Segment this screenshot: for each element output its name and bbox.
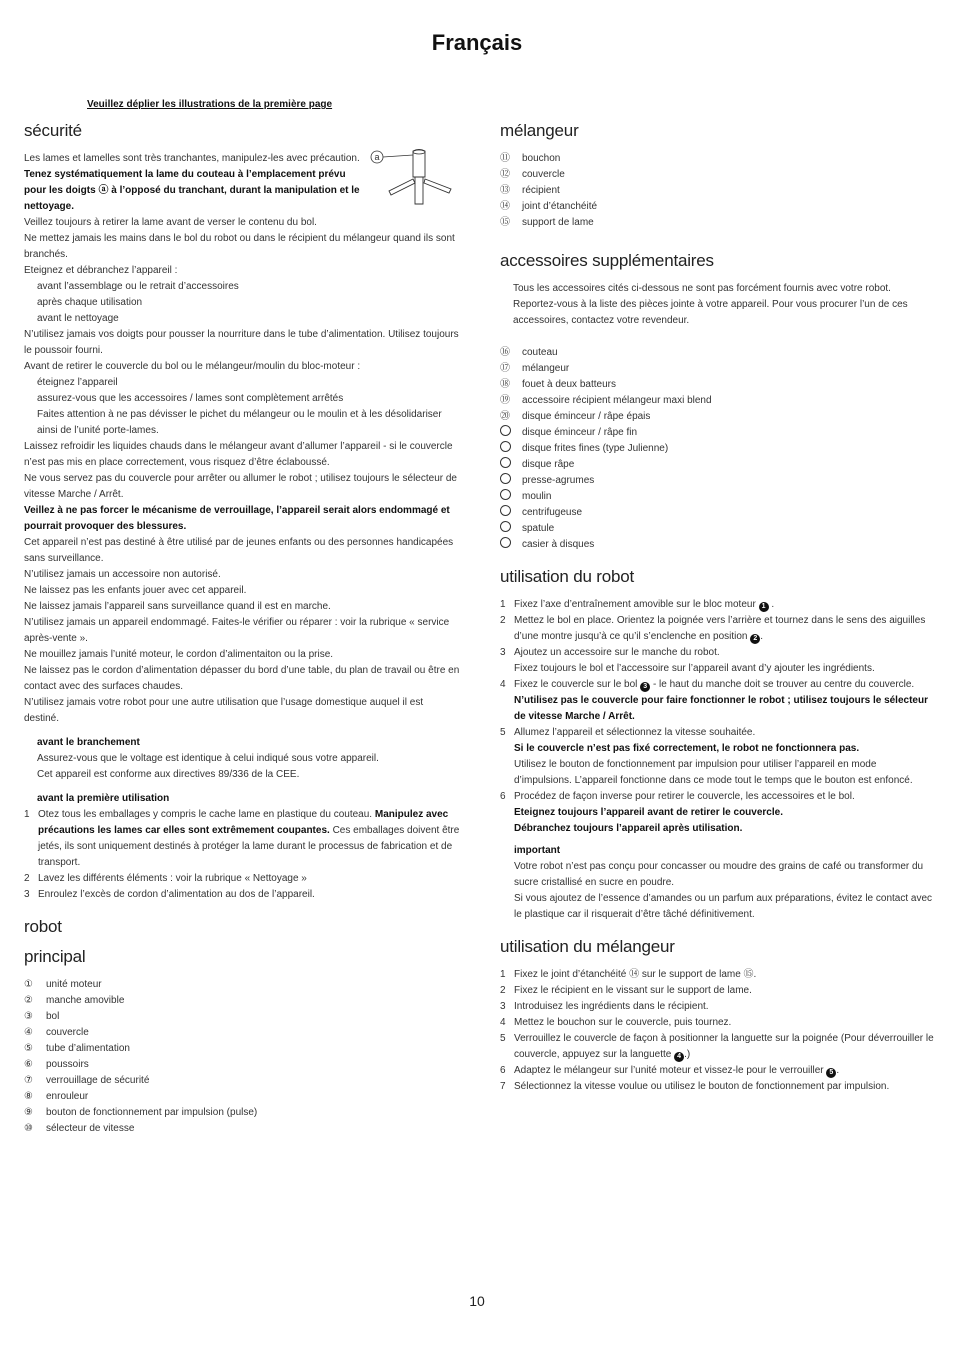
item-number: ⑲: [500, 395, 510, 406]
item-number: ②: [24, 995, 33, 1006]
step-marker: 2: [750, 634, 760, 644]
item-label: casier à disques: [522, 539, 595, 550]
securite-text: Ne mettez jamais les mains dans le bol du robot ou dans le récipient du mélangeur quand ils sont branchés.: [24, 233, 455, 260]
list-item: 3 Ajoutez un accessoire sur le manche du robot. Fixez toujours le bol et l’accessoire sur l’appareil avant d’y ajouter les ingrédients.: [500, 647, 875, 674]
item-number: ⑯: [500, 347, 510, 358]
list-item: [500, 199, 936, 215]
item-number: ⑳: [500, 411, 510, 422]
item-label: verrouillage de sécurité: [46, 1075, 150, 1086]
securite-text: Ne laissez pas le cordon d’alimentation dépasser du bord d’une table, du plan de travail ou être en contact avec des surfaces chaudes.: [24, 665, 460, 692]
right-column: [500, 121, 936, 1095]
page-title: Français: [431, 30, 523, 55]
list-item: 2 Lavez les différents éléments : voir la rubrique « Nettoyage »: [24, 873, 307, 884]
item-label: spatule: [522, 523, 555, 534]
list-item: [500, 409, 936, 425]
item-label: bol: [46, 1011, 60, 1022]
list-item: [500, 505, 936, 521]
securite-text: Laissez refroidir les liquides chauds dans le mélangeur avant d’allumer l’appareil - si le couvercle n’est pas mis en place correctement, vous risquez d’être éclaboussé.: [24, 441, 453, 468]
branchement-text: Assurez-vous que le voltage est identique à celui indiqué sous votre appareil.: [37, 753, 379, 764]
item-label: unité moteur: [46, 979, 102, 990]
accessoires-list: [500, 345, 936, 425]
item-label: disque éminceur / râpe fin: [522, 427, 638, 438]
list-item: [500, 489, 936, 505]
finger-label: ⓐ: [98, 185, 109, 196]
list-item: [500, 393, 936, 409]
empty-circle-icon: [500, 425, 511, 436]
securite-text: avant le nettoyage: [37, 313, 119, 324]
list-item: 4 Fixez le couvercle sur le bol 3 - le haut du manche doit se trouver au centre du couvercle. N’utilisez pas le couvercle pour faire fonctionner le robot ; utilisez toujours le sélecteur de vitesse Marche / Arrêt.: [500, 679, 928, 722]
securite-text: N’utilisez jamais un accessoire non autorisé.: [24, 569, 221, 580]
item-label: poussoirs: [46, 1059, 89, 1070]
empty-circle-icon: [500, 521, 511, 532]
item-label: couvercle: [46, 1027, 89, 1038]
item-label: enrouleur: [46, 1091, 89, 1102]
securite-text: Eteignez et débranchez l’appareil :: [24, 265, 178, 276]
step-marker: 3: [640, 682, 650, 692]
list-item: 1 Fixez le joint d’étanchéité ⑭ sur le support de lame ⑮.: [500, 969, 757, 980]
securite-text: Ne mouillez jamais l’unité moteur, le cordon d’alimentaiton ou la prise.: [24, 649, 334, 660]
robot-parts-list: [24, 977, 460, 1137]
left-column: [24, 121, 460, 1137]
list-item: 5 Allumez l’appareil et sélectionnez la vitesse souhaitée. Si le couvercle n’est pas fixé correctement, le robot ne fonctionnera pas. Utilisez le bouton de fonctionnement par impulsion pour utiliser l’appareil en mode d’impulsions. L’appareil fonctionne dans ce mode tout le temps que le bouton est enfoncé.: [500, 727, 913, 786]
list-item: [500, 441, 936, 457]
empty-circle-icon: [500, 457, 511, 468]
utilisation-melangeur-steps: [500, 967, 936, 1095]
list-item: 2 Fixez le récipient en le vissant sur le support de lame.: [500, 985, 752, 996]
accessoires-heading: accessoires supplémentaires: [500, 251, 714, 270]
securite-text: N’utilisez jamais vos doigts pour pousser la nourriture dans le tube d’alimentation. Utilisez toujours le poussoir fourni.: [24, 329, 459, 356]
list-item: 4 Mettez le bouchon sur le couvercle, puis tournez.: [500, 1017, 732, 1028]
item-label: bouton de fonctionnement par impulsion (pulse): [46, 1107, 258, 1118]
item-number: ⑦: [24, 1075, 33, 1086]
step-marker: 4: [674, 1052, 684, 1062]
utilisation-melangeur-heading: utilisation du mélangeur: [500, 937, 675, 956]
item-label: presse-agrumes: [522, 475, 595, 486]
item-label: manche amovible: [46, 995, 125, 1006]
securite-text: Cet appareil n’est pas destiné à être utilisé par de jeunes enfants ou des personnes handicapées sans surveillance.: [24, 537, 454, 564]
melangeur-heading: mélangeur: [500, 121, 579, 140]
item-label: fouet à deux batteurs: [522, 379, 616, 390]
item-label: sélecteur de vitesse: [46, 1123, 135, 1134]
item-label: bouchon: [522, 153, 561, 164]
empty-circle-icon: [500, 537, 511, 548]
branchement-heading: avant le branchement: [37, 737, 140, 748]
list-item: 5 Verrouillez le couvercle de façon à positionner la languette sur la poignée (Pour déverrouiller le couvercle, appuyez sur la languette 4 .): [500, 1033, 934, 1060]
list-item: [500, 361, 936, 377]
securite-heading: sécurité: [24, 121, 82, 140]
list-item: [500, 151, 936, 167]
item-number: ⑭: [500, 201, 510, 212]
item-label: couvercle: [522, 169, 565, 180]
utilisation-robot-heading: utilisation du robot: [500, 567, 634, 586]
list-item: [500, 473, 936, 489]
item-number: ⑱: [500, 379, 510, 390]
empty-circle-icon: [500, 489, 511, 500]
securite-text: N’utilisez jamais votre robot pour une autre utilisation que l’usage domestique auquel il est destiné.: [24, 697, 424, 724]
list-item: [24, 993, 460, 1009]
list-item: [500, 521, 936, 537]
branchement-text: Cet appareil est conforme aux directives 89/336 de la CEE.: [37, 769, 300, 780]
list-item: [500, 215, 936, 231]
securite-bold: Veillez à ne pas forcer le mécanisme de verrouillage, l’appareil serait alors endommagé et pourrait provoquer des blessures.: [24, 505, 450, 532]
list-item: [24, 1057, 460, 1073]
list-item: [24, 1073, 460, 1089]
list-item: [500, 457, 936, 473]
item-number: ⑬: [500, 185, 510, 196]
securite-section: [24, 121, 460, 727]
securite-text: Avant de retirer le couvercle du bol ou le mélangeur/moulin du bloc-moteur :: [24, 361, 361, 372]
securite-text: Ne laissez pas les enfants jouer avec cet appareil.: [24, 585, 247, 596]
securite-text: N’utilisez jamais un appareil endommagé. Faites-le vérifier ou réparer : voir la rubrique « service après-vente ».: [24, 617, 450, 644]
securite-text: Veillez toujours à retirer la lame avant de verser le contenu du bol.: [24, 217, 317, 228]
list-item: 1 Fixez l’axe d’entraînement amovible sur le bloc moteur 1 .: [500, 599, 775, 610]
step-marker: 5: [826, 1068, 836, 1078]
blade-illustration: [369, 149, 459, 219]
list-item: 2 Mettez le bol en place. Orientez la poignée vers l’arrière et tournez dans le sens des aiguilles d’une montre jusqu’à ce qu’il s’enclenche en position 2 .: [500, 615, 926, 642]
item-label: mélangeur: [522, 363, 570, 374]
item-label: accessoire récipient mélangeur maxi blend: [522, 395, 712, 406]
item-label: joint d’étanchéité: [522, 201, 598, 212]
item-label: moulin: [522, 491, 552, 502]
list-item: [500, 167, 936, 183]
list-item: [24, 1025, 460, 1041]
list-item: [24, 1009, 460, 1025]
list-item: 7 Sélectionnez la vitesse voulue ou utilisez le bouton de fonctionnement par impulsion.: [500, 1081, 890, 1092]
empty-circle-icon: [500, 441, 511, 452]
securite-bold: Tenez systématiquement la lame du couteau à l’emplacement prévu pour les doigts: [24, 169, 346, 196]
securite-text: après chaque utilisation: [37, 297, 143, 308]
item-label: récipient: [522, 185, 560, 196]
item-number: ③: [24, 1011, 33, 1022]
item-number: ⑰: [500, 363, 510, 374]
step-marker: 1: [759, 602, 769, 612]
important-heading: important: [514, 845, 561, 856]
item-label: couteau: [522, 347, 558, 358]
robot-heading: robot: [24, 917, 62, 936]
page-number: 10: [469, 1293, 485, 1309]
empty-circle-icon: [500, 473, 511, 484]
securite-text: Faites attention à ne pas dévisser le pichet du mélangeur ou le moulin et à les désolidariser ainsi de l’unité porte-lames.: [37, 409, 442, 436]
list-item: 6 Adaptez le mélangeur sur l’unité moteur et vissez-le pour le verrouiller 5 .: [500, 1065, 840, 1076]
list-item: 1 Otez tous les emballages y compris le cache lame en plastique du couteau. Manipulez avec précautions les lames car elles sont extrêmement coupantes. Ces emballages doivent être jetés, ils sont uniquement destinés à protéger la lame durant le processus de fabrication et de transport.: [24, 809, 460, 868]
item-number: ⑩: [24, 1123, 33, 1134]
item-label: disque frites fines (type Julienne): [522, 443, 669, 454]
securite-text: assurez-vous que les accessoires / lames sont complètement arrêtés: [37, 393, 344, 404]
securite-text: avant l’assemblage ou le retrait d’accessoires: [37, 281, 239, 292]
premiere-heading: avant la première utilisation: [37, 793, 170, 804]
list-item: [500, 425, 936, 441]
list-item: [500, 377, 936, 393]
securite-text: Ne vous servez pas du couvercle pour arrêter ou allumer le robot ; utilisez toujours le sélecteur de vitesse Marche / Arrêt.: [24, 473, 457, 500]
list-item: 6 Procédez de façon inverse pour retirer le couvercle, les accessoires et le bol. Eteignez toujours l’appareil avant de retirer le couvercle. Débranchez toujours l’appareil après utilisation. important Votre robot n’est pas conçu pour concasser ou moudre des grains de café ou transformer du sucre cristallisé en sucre en poudre. Si vous ajoutez de l’essence d’amandes ou un parfum aux préparations, évitez le contact avec le plastique car il risquerait d’être tâché définitivement.: [500, 791, 933, 920]
accessoires-extra-list: [500, 425, 936, 553]
svg-text:a: a: [374, 152, 380, 162]
item-number: ⑥: [24, 1059, 33, 1070]
item-number: ⑪: [500, 153, 510, 164]
subtitle: Veuillez déplier les illustrations de la première page: [87, 99, 333, 110]
list-item: 3 Enroulez l’excès de cordon d’alimentation au dos de l’appareil.: [24, 889, 315, 900]
item-label: centrifugeuse: [522, 507, 583, 518]
list-item: 3 Introduisez les ingrédients dans le récipient.: [500, 1001, 709, 1012]
item-number: ⑤: [24, 1043, 33, 1054]
premiere-section: [24, 791, 460, 903]
list-item: [24, 1089, 460, 1105]
list-item: [500, 345, 936, 361]
melangeur-parts-list: [500, 151, 936, 231]
item-number: ④: [24, 1027, 33, 1038]
securite-text: Ne laissez jamais l’appareil sans surveillance quand il est en marche.: [24, 601, 331, 612]
securite-text: Les lames et lamelles sont très tranchantes, manipulez-les avec précaution.: [24, 153, 360, 164]
item-number: ⑧: [24, 1091, 33, 1102]
item-number: ⑮: [500, 217, 510, 228]
securite-text: éteignez l’appareil: [37, 377, 118, 388]
branchement-section: [24, 735, 460, 783]
empty-circle-icon: [500, 505, 511, 516]
list-item: [500, 183, 936, 199]
item-label: disque râpe: [522, 459, 575, 470]
item-number: ①: [24, 979, 33, 990]
item-number: ⑫: [500, 169, 510, 180]
item-number: ⑨: [24, 1107, 33, 1118]
list-item: [500, 537, 936, 553]
list-item: [24, 977, 460, 993]
list-item: [24, 1105, 460, 1121]
item-label: disque éminceur / râpe épais: [522, 411, 651, 422]
list-item: [24, 1121, 460, 1137]
principal-heading: principal: [24, 947, 86, 966]
utilisation-robot-steps: [500, 597, 936, 923]
item-label: tube d’alimentation: [46, 1043, 130, 1054]
item-label: support de lame: [522, 217, 594, 228]
accessoires-intro: Tous les accessoires cités ci-dessous ne sont pas forcément fournis avec votre robot. Reportez-vous à la liste des pièces jointe à votre appareil. Pour vous procurer l’un de ces accessoires, contactez votre revendeur.: [513, 283, 908, 326]
list-item: [24, 1041, 460, 1057]
securite-bold: à l’opposé du tranchant, durant la manipulation et le nettoyage.: [24, 185, 360, 212]
